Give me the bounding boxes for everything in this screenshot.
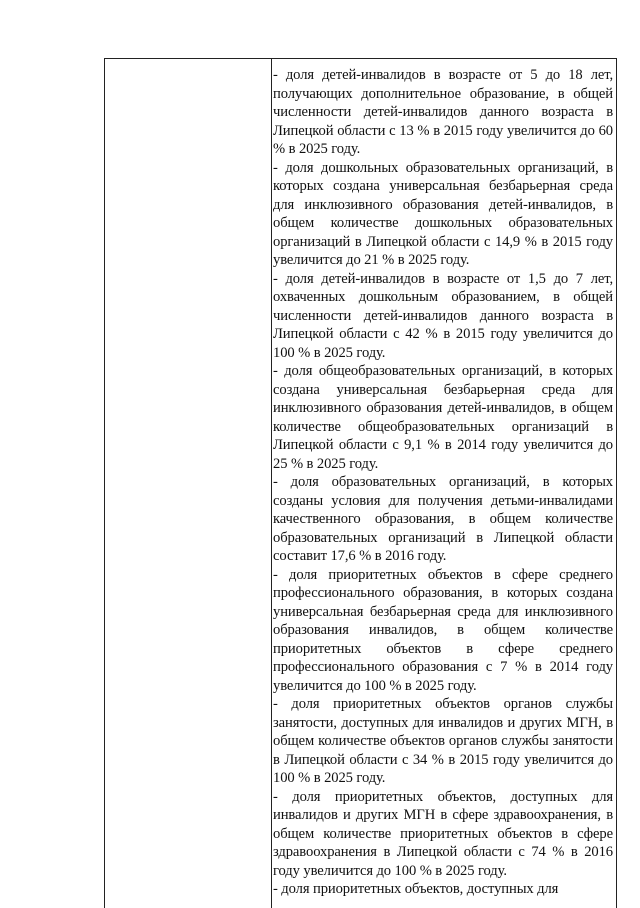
document-table bbox=[104, 58, 617, 908]
indicator-paragraph: - доля приоритетных объектов органов службы занятости, доступных для инвалидов и других МГН, в общем количестве объектов органов службы занятости в Липецкой области с 34 % в 2015 году увеличится до 100 % в 2025 году. bbox=[273, 696, 613, 786]
indicator-paragraph: - доля приоритетных объектов, доступных для bbox=[273, 881, 559, 897]
indicator-paragraph: - доля детей-инвалидов в возрасте от 5 до 18 лет, получающих дополнительное образование, в общей численности детей-инвалидов данного возраста в Липецкой области с 13 % в 2015 году увеличится до 60 % в 2025 году. bbox=[273, 67, 613, 157]
table-right-cell bbox=[273, 66, 613, 899]
indicator-paragraph: - доля дошкольных образовательных организаций, в которых создана универсальная безбарьерная среда для инклюзивного образования детей-инвалидов, в общем количестве дошкольных образовательных организаций в Липецкой области с 14,9 % в 2015 году увеличится до 21 % в 2025 году. bbox=[273, 159, 613, 268]
indicator-paragraph: - доля общеобразовательных организаций, в которых создана универсальная безбарьерная среда для инклюзивного образования детей-инвалидов, в общем количестве общеобразовательных организаций в Липецкой области с 9,1 % в 2014 году увеличится до 25 % в 2025 году. bbox=[273, 363, 613, 472]
indicator-paragraph: - доля детей-инвалидов в возрасте от 1,5 до 7 лет, охваченных дошкольным образованием, в общей численности детей-инвалидов данного возраста в Липецкой области с 42 % в 2015 году увеличится до 100 % в 2025 году. bbox=[273, 270, 613, 361]
indicator-paragraph: - доля приоритетных объектов, доступных для инвалидов и других МГН в сфере здравоохранения, в общем количестве приоритетных объектов в сфере здравоохранения в Липецкой области с 74 % в 2016 году увеличится до 100 % в 2025 году. bbox=[273, 788, 613, 879]
indicator-paragraph: - доля образовательных организаций, в которых созданы условия для получения детьми-инвалидами качественного образования, в общем количестве образовательных организаций в Липецкой области составит 17,6 % в 2016 году. bbox=[273, 474, 613, 564]
indicator-paragraph: - доля приоритетных объектов в сфере среднего профессионального образования, в которых создана универсальная безбарьерная среда для инклюзивного образования инвалидов, в общем количестве приоритетных объектов в сфере среднего профессионального образования с 7 % в 2014 году увеличится до 100 % в 2025 году. bbox=[273, 566, 613, 694]
table-left-cell bbox=[105, 59, 272, 908]
